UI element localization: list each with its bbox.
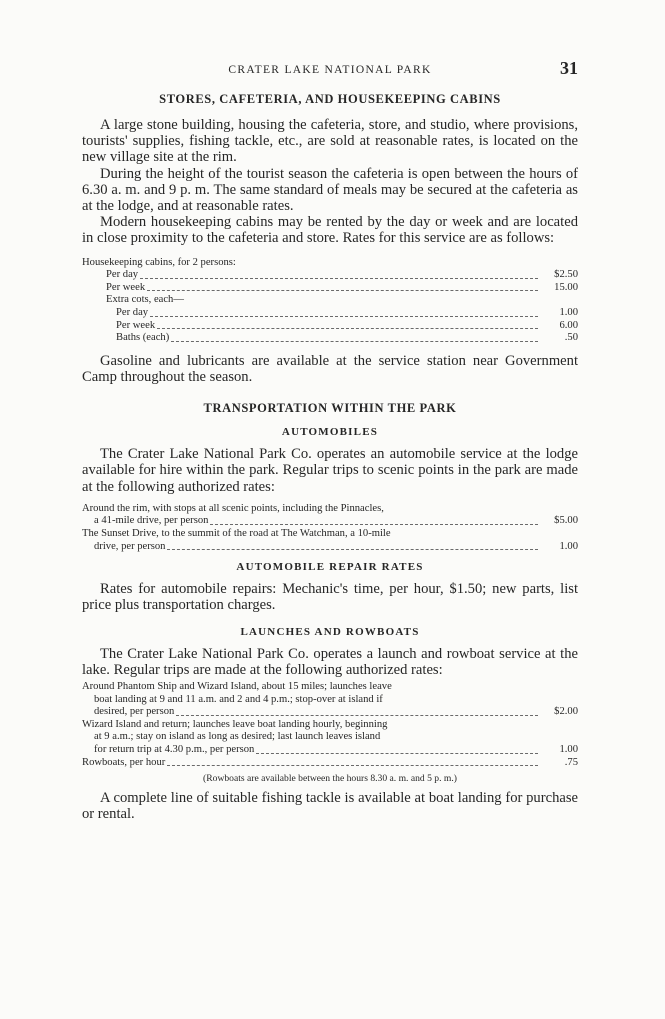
rate-value: $2.50	[554, 269, 578, 281]
automobiles-paragraph: The Crater Lake National Park Co. operates an automobile service at the lodge available for hire within the park. Regular trips to scenic points in the park are made at the following authorized rates:	[82, 446, 578, 495]
extra-cots-label: Extra cots, each—	[106, 294, 184, 306]
rate-label-line: boat landing at 9 and 11 a.m. and 2 and 4 p.m.; stop-over at island if	[94, 693, 383, 705]
rate-label-last-line	[82, 706, 578, 719]
rate-label-line: Around Phantom Ship and Wizard Island, about 15 miles; launches leave	[82, 680, 392, 692]
rate-label-first-line: Around the rim, with stops at all scenic points, including the Pinnacles,	[82, 502, 384, 514]
rate-row-per-day	[82, 269, 578, 282]
gasoline-paragraph: Gasoline and lubricants are available at the service station near Government Camp throughout the season.	[82, 352, 578, 385]
rate-row-cot-week	[82, 320, 578, 333]
rate-label-line: Wizard Island and return; launches leave boat landing hourly, beginning	[82, 718, 388, 730]
document-page	[82, 58, 578, 823]
automobiles-heading: AUTOMOBILES	[281, 426, 379, 439]
leader-dots	[171, 341, 538, 342]
rate-value: $2.00	[554, 706, 578, 718]
leader-dots	[167, 765, 538, 766]
stores-heading: STORES, CAFETERIA, AND HOUSEKEEPING CABINS	[159, 92, 501, 106]
leader-dots	[176, 715, 538, 716]
leader-dots	[210, 524, 538, 525]
boat-rates-table	[82, 681, 578, 769]
rate-row-baths	[82, 332, 578, 345]
running-head	[82, 58, 578, 84]
rate-label-first-line: The Sunset Drive, to the summit of the road at The Watchman, a 10-mile	[82, 527, 391, 539]
rate-label: Per day	[106, 269, 139, 281]
rate-label-line: at 9 a.m.; stay on island as long as desired; last launch leaves island	[94, 731, 381, 743]
rate-label: Per day	[116, 307, 149, 318]
rate-value: .75	[564, 756, 578, 768]
leader-dots	[150, 316, 538, 317]
running-head-title: CRATER LAKE NATIONAL PARK	[228, 64, 432, 76]
rate-value: 1.00	[559, 743, 578, 755]
rate-label: Baths (each)	[116, 332, 170, 344]
stores-paragraph-3: Modern housekeeping cabins may be rented by the day or week and are located in close proximity to the cafeteria and store. Rates for this service are as follows:	[82, 214, 578, 247]
stores-paragraph-2: During the height of the tourist season the cafeteria is open between the hours of 6.30 a. m. and 9 p. m. The same standard of meals may be secured at the cafeteria as at the lodge, and at reasonable rates.	[82, 165, 578, 215]
launches-paragraph: The Crater Lake National Park Co. operates a launch and rowboat service at the lake. Regular trips are made at the following authorized rates:	[82, 645, 578, 678]
rate-label-last-line	[82, 541, 578, 554]
leader-dots	[256, 753, 538, 754]
automobile-rates-table	[82, 503, 578, 553]
rate-value: 1.00	[559, 540, 578, 552]
rate-label: drive, per person	[94, 540, 166, 552]
rowboat-hours-note: (Rowboats are available between the hours 8.30 a. m. and 5 p. m.)	[203, 773, 457, 785]
rate-label: Per week	[106, 281, 146, 293]
rate-value: 6.00	[559, 319, 578, 331]
fishing-tackle-paragraph: A complete line of suitable fishing tackle is available at boat landing for purchase or rental.	[82, 790, 578, 823]
repair-paragraph: Rates for automobile repairs: Mechanic's time, per hour, $1.50; new parts, list price plus transportation charges.	[82, 581, 578, 614]
rate-value: 15.00	[554, 281, 578, 293]
rate-row-cot-day	[82, 307, 578, 320]
rate-label-last-line	[82, 744, 578, 757]
cabin-rates-intro: Housekeeping cabins, for 2 persons:	[82, 256, 236, 268]
rate-value: .50	[564, 332, 578, 344]
leader-dots	[140, 278, 538, 279]
rate-value: 1.00	[559, 307, 578, 318]
leader-dots	[157, 328, 538, 329]
leader-dots	[147, 290, 538, 291]
cabin-rates-table	[82, 257, 578, 345]
rate-row-wizard-island	[82, 719, 578, 757]
rate-label-last-line	[82, 515, 578, 528]
leader-dots	[167, 549, 538, 550]
page-number: 31	[560, 58, 578, 78]
rate-row-per-week	[82, 282, 578, 295]
rate-label: desired, per person	[94, 706, 175, 718]
stores-paragraph-1: A large stone building, housing the cafeteria, store, and studio, where provisions, tourists' supplies, fishing tackle, etc., are sold at reasonable rates, is located on the new village site at the rim.	[82, 117, 578, 166]
rate-label: Rowboats, per hour	[82, 756, 166, 768]
rate-row-phantom-ship	[82, 681, 578, 719]
rate-label: Per week	[116, 319, 156, 331]
rate-label: for return trip at 4.30 p.m., per person	[94, 743, 255, 755]
launches-heading: LAUNCHES AND ROWBOATS	[240, 625, 420, 638]
rate-row-rim	[82, 503, 578, 528]
rate-row-sunset	[82, 528, 578, 553]
repair-heading: AUTOMOBILE REPAIR RATES	[236, 561, 424, 574]
rate-row-rowboats	[82, 757, 578, 770]
rate-label: a 41-mile drive, per person	[94, 515, 209, 527]
rate-value: $5.00	[554, 515, 578, 527]
transportation-heading: TRANSPORTATION WITHIN THE PARK	[203, 401, 457, 416]
